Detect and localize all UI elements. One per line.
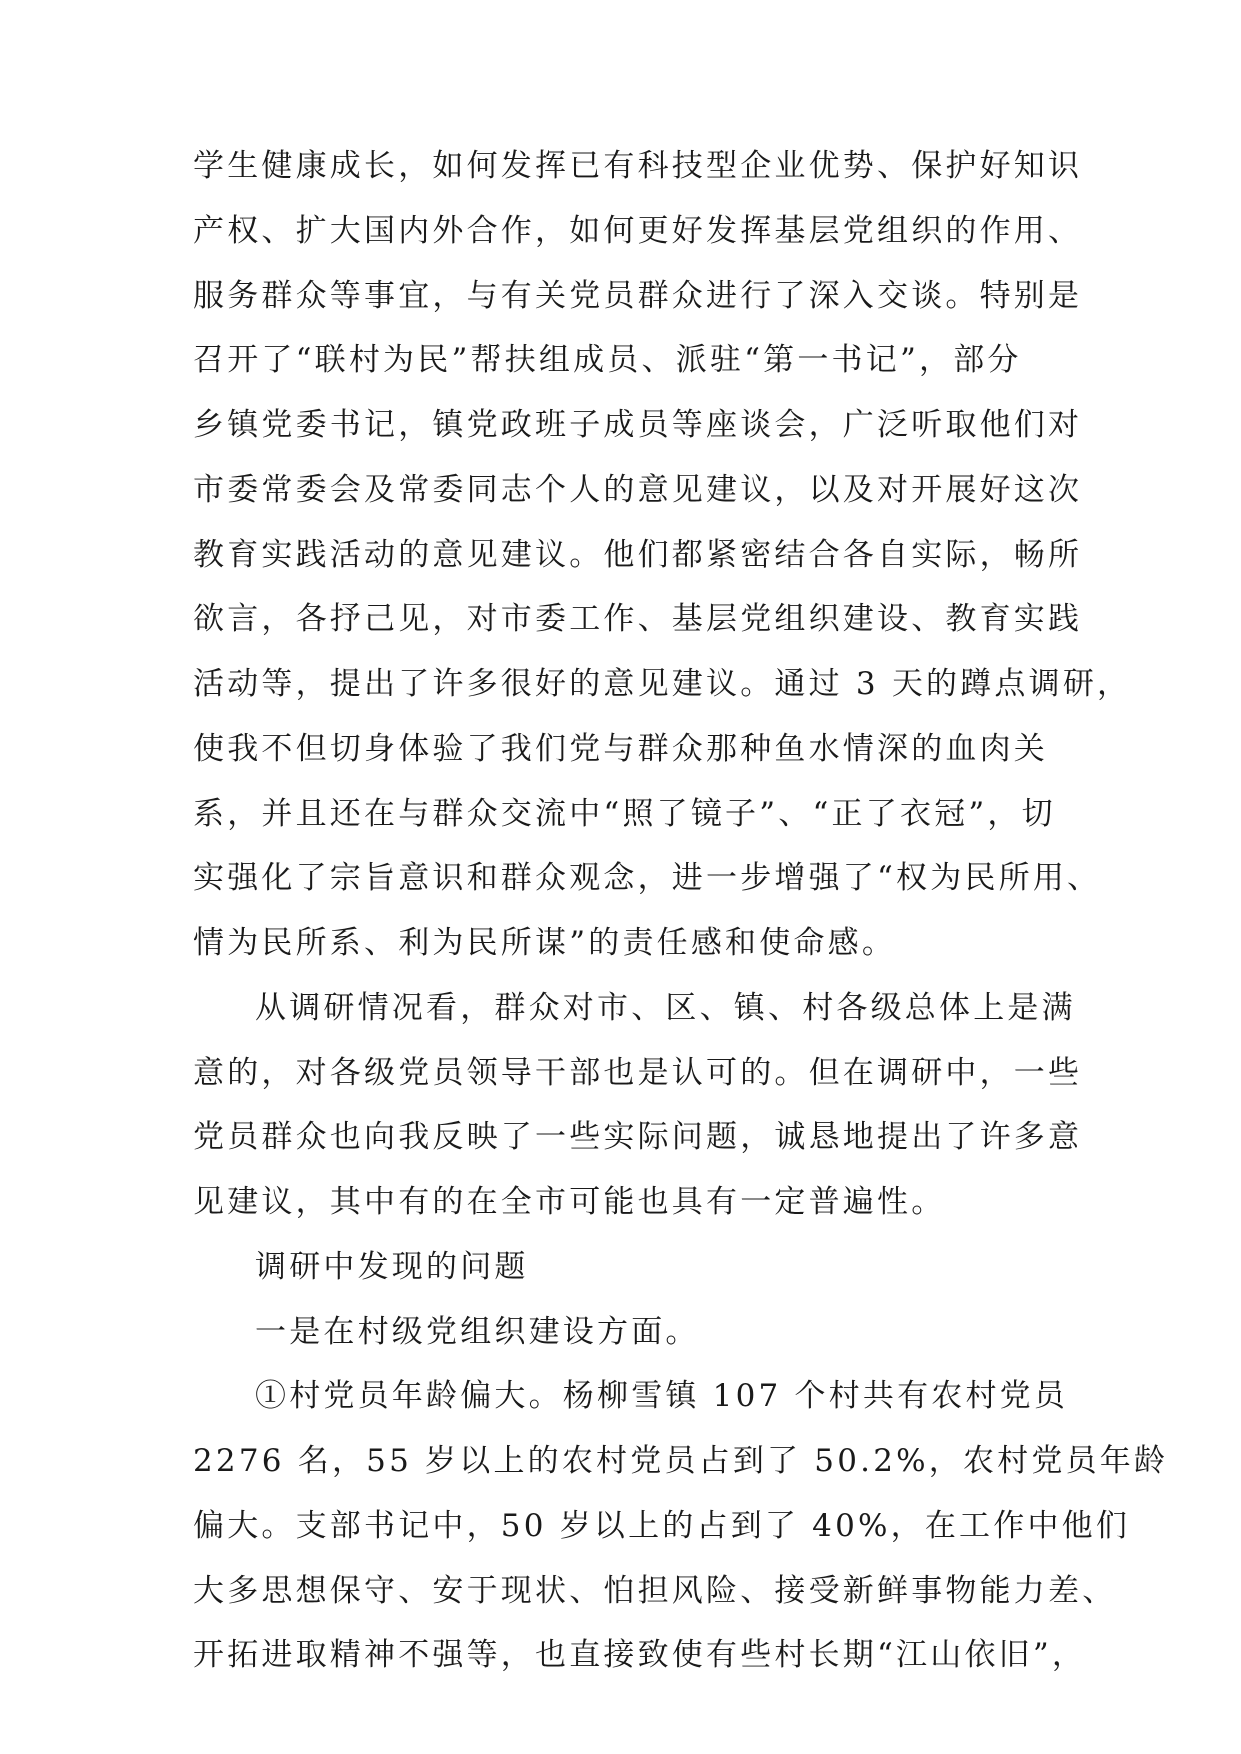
section-heading: 调研中发现的问题	[255, 1249, 529, 1285]
text-line: 服务群众等事宜，与有关党员群众进行了深入交谈。特别是	[193, 278, 1083, 314]
text-line: 欲言，各抒己见，对市委工作、基层党组织建设、教育实践	[193, 601, 1083, 637]
text-line: 学生健康成长，如何发挥已有科技型企业优势、保护好知识	[193, 148, 1083, 184]
text-line: 大多思想保守、安于现状、怕担风险、接受新鲜事物能力差、	[193, 1573, 1117, 1609]
text-line: 意的，对各级党员领导干部也是认可的。但在调研中，一些	[193, 1055, 1083, 1091]
text-line: 召开了“联村为民”帮扶组成员、派驻“第一书记”，部分	[193, 342, 1022, 378]
text-line: 使我不但切身体验了我们党与群众那种鱼水情深的血肉关	[193, 731, 1048, 767]
paragraph-start-line: 从调研情况看，群众对市、区、镇、村各级总体上是满	[255, 990, 1076, 1026]
text-line: 2276 名，55 岁以上的农村党员占到了 50.2%，农村党员年龄	[193, 1443, 1169, 1479]
text-line: 教育实践活动的意见建议。他们都紧密结合各自实际，畅所	[193, 537, 1083, 573]
text-line: 偏大。支部书记中，50 岁以上的占到了 40%，在工作中他们	[193, 1508, 1131, 1544]
text-line: 开拓进取精神不强等，也直接致使有些村长期“江山依旧”，	[193, 1637, 1087, 1673]
text-line: 党员群众也向我反映了一些实际问题，诚恳地提出了许多意	[193, 1119, 1083, 1155]
text-line: 乡镇党委书记，镇党政班子成员等座谈会，广泛听取他们对	[193, 407, 1083, 443]
text-line: 实强化了宗旨意识和群众观念，进一步增强了“权为民所用、	[193, 860, 1102, 896]
text-line: 情为民所系、利为民所谋”的责任感和使命感。	[193, 925, 897, 961]
text-line: 系，并且还在与群众交流中“照了镜子”、“正了衣冠”，切	[193, 796, 1056, 832]
subsection-heading: 一是在村级党组织建设方面。	[255, 1314, 700, 1350]
paragraph-start-line: ①村党员年龄偏大。杨柳雪镇 107 个村共有农村党员	[255, 1378, 1069, 1414]
text-line: 市委常委会及常委同志个人的意见建议，以及对开展好这次	[193, 472, 1083, 508]
text-line: 见建议，其中有的在全市可能也具有一定普遍性。	[193, 1184, 946, 1220]
text-line: 产权、扩大国内外合作，如何更好发挥基层党组织的作用、	[193, 213, 1083, 249]
text-line: 活动等，提出了许多很好的意见建议。通过 3 天的蹲点调研，	[193, 666, 1132, 702]
